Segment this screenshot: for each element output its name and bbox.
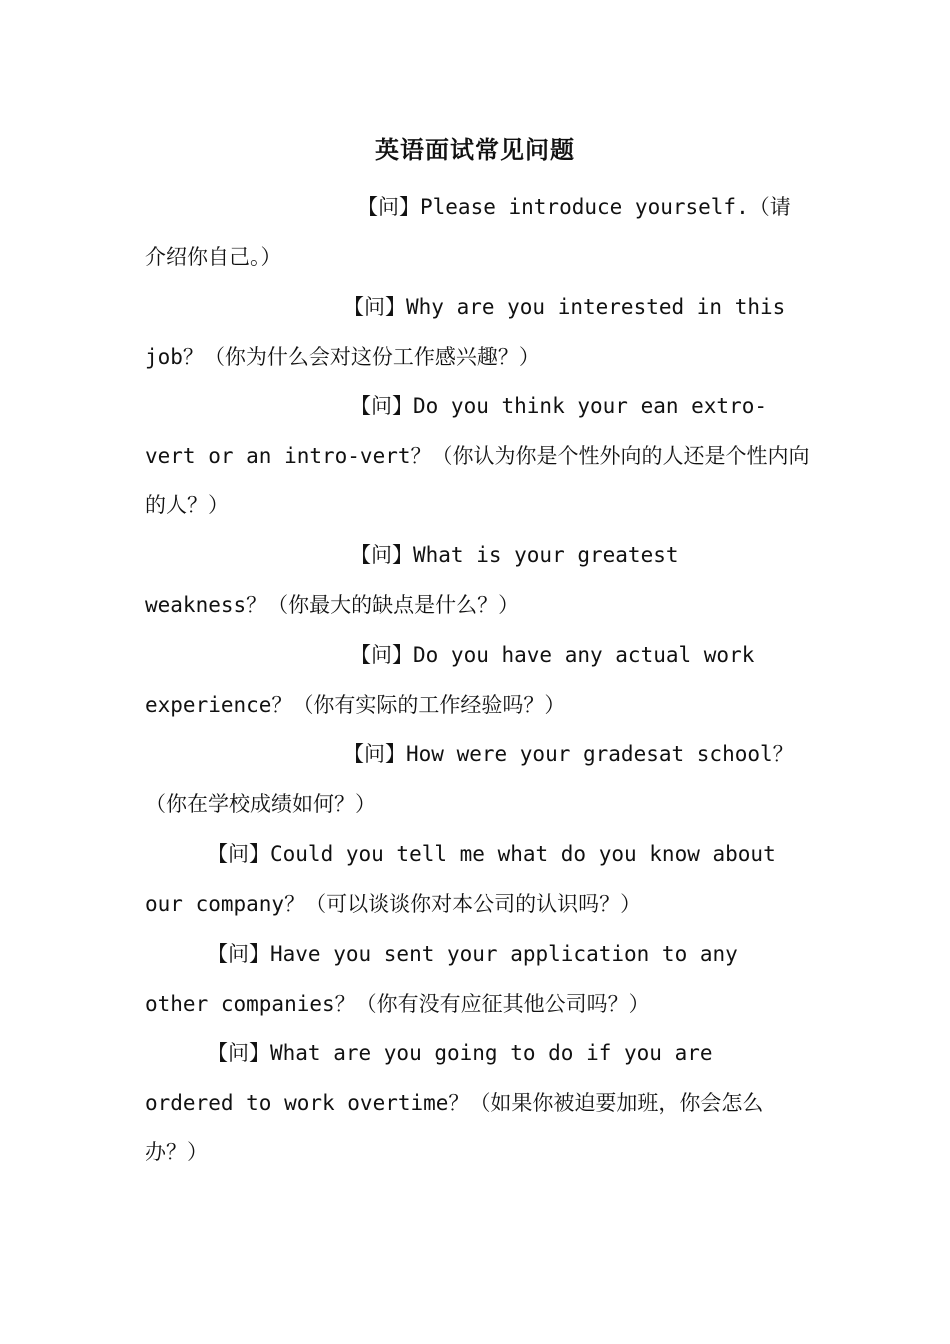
question-paragraph: [145, 283, 810, 382]
question-marker: 【问】: [207, 842, 270, 866]
question-chinese: （你最大的缺点是什么？）: [267, 592, 520, 617]
question-english: Do you have any actual work experience？: [145, 643, 755, 717]
question-paragraph: [145, 183, 810, 282]
question-marker: 【问】: [343, 295, 406, 319]
question-english: Please introduce yourself.: [420, 195, 749, 219]
page-title: 英语面试常见问题: [375, 135, 575, 164]
question-chinese: （你在学校成绩如何？）: [145, 791, 376, 816]
question-paragraph: [145, 531, 810, 630]
question-chinese: （可以谈谈你对本公司的认识吗？）: [305, 891, 642, 916]
question-english: Could you tell me what do you know about our company？: [145, 842, 776, 916]
question-english: What are you going to do if you are ordered to work overtime？: [145, 1041, 713, 1115]
question-chinese: （你为什么会对这份工作感兴趣？）: [203, 344, 540, 369]
question-marker: 【问】: [207, 1041, 270, 1065]
question-paragraph: [145, 631, 810, 730]
question-marker: 【问】: [357, 195, 420, 219]
question-chinese: （你有实际的工作经验吗？）: [292, 692, 566, 717]
question-english: Do you think your ean extro-vert or an intro-vert？: [145, 394, 768, 468]
question-marker: 【问】: [343, 742, 406, 766]
question-marker: 【问】: [207, 942, 270, 966]
question-paragraph: [145, 382, 810, 531]
question-paragraph: [145, 1029, 810, 1178]
question-paragraph: [145, 830, 810, 929]
question-chinese: （如果你被迫要加班，你会怎么办？）: [145, 1090, 764, 1165]
question-english: What is your greatest weakness？: [145, 543, 679, 617]
question-chinese: （请介绍你自己。）: [145, 195, 791, 269]
question-english: Why are you interested in this job？: [145, 295, 786, 369]
question-paragraph: [145, 730, 810, 829]
question-english: How were your gradesat school？: [406, 742, 794, 766]
question-chinese: （你认为你是个性外向的人还是个性内向的人？）: [145, 443, 810, 518]
question-chinese: （你有没有应征其他公司吗？）: [355, 991, 650, 1016]
question-paragraph: [145, 930, 810, 1029]
question-marker: 【问】: [350, 394, 413, 418]
question-marker: 【问】: [350, 643, 413, 667]
question-english: Have you sent your application to any other companies？: [145, 942, 738, 1016]
question-marker: 【问】: [350, 543, 413, 567]
